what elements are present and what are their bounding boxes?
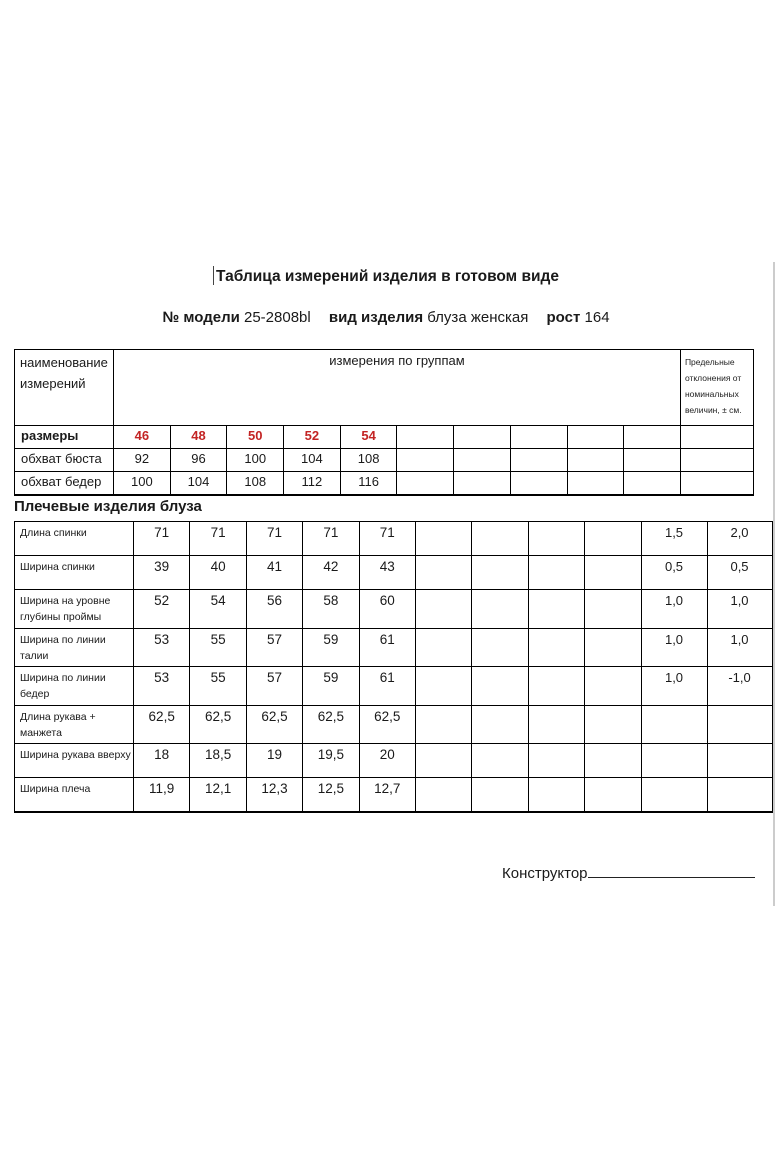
deviation-cell	[707, 778, 772, 812]
empty-value-cell	[415, 590, 471, 629]
value-cell: 57	[246, 628, 302, 667]
empty-value-cell	[585, 556, 641, 590]
row-label: Ширина плеча	[15, 778, 134, 812]
empty-value-cell	[528, 705, 584, 744]
value-cell: 100	[114, 472, 171, 495]
value-cell: 71	[246, 522, 302, 556]
value-cell: 59	[303, 628, 359, 667]
measure-table-row	[15, 778, 773, 812]
row-label: Ширина по линии талии	[15, 628, 134, 667]
value-cell: 71	[134, 522, 190, 556]
product-type-segment	[329, 309, 528, 326]
page-title-text: Таблица измерений изделия в готовом виде	[216, 268, 559, 285]
deviation-cell	[680, 472, 753, 495]
value-cell: 18	[134, 744, 190, 778]
value-cell: 40	[190, 556, 246, 590]
deviation-cell	[680, 449, 753, 472]
empty-value-cell	[567, 426, 624, 449]
product-type-value: блуза женская	[427, 309, 529, 326]
name-column-header: наименование измерений	[15, 350, 114, 426]
groups-column-header: измерения по группам	[114, 350, 681, 426]
empty-value-cell	[415, 778, 471, 812]
size-table-body	[15, 350, 754, 495]
value-cell: 104	[170, 472, 227, 495]
deviation-cell: -1,0	[707, 667, 772, 706]
value-cell: 61	[359, 667, 415, 706]
value-cell: 52	[134, 590, 190, 629]
empty-value-cell	[567, 449, 624, 472]
value-cell: 57	[246, 667, 302, 706]
empty-value-cell	[585, 628, 641, 667]
size-table-row	[15, 449, 754, 472]
value-cell: 12,5	[303, 778, 359, 812]
signature-label: Конструктор	[502, 865, 588, 882]
value-cell: 59	[303, 667, 359, 706]
empty-value-cell	[454, 449, 511, 472]
model-label: № модели	[162, 309, 240, 326]
deviation-cell: 1,0	[641, 590, 707, 629]
deviation-cell	[680, 426, 753, 449]
value-cell: 20	[359, 744, 415, 778]
value-cell: 55	[190, 667, 246, 706]
empty-value-cell	[585, 667, 641, 706]
deviation-cell: 1,0	[707, 590, 772, 629]
value-cell: 42	[303, 556, 359, 590]
row-label: Ширина спинки	[15, 556, 134, 590]
model-segment	[162, 309, 310, 326]
empty-value-cell	[415, 744, 471, 778]
deviation-cell	[641, 778, 707, 812]
deviation-cell	[641, 705, 707, 744]
value-cell: 41	[246, 556, 302, 590]
text-cursor	[213, 266, 214, 285]
value-cell: 71	[303, 522, 359, 556]
value-cell: 50	[227, 426, 284, 449]
row-label: Длина рукава + манжета	[15, 705, 134, 744]
empty-value-cell	[528, 590, 584, 629]
measure-table-row	[15, 705, 773, 744]
value-cell: 62,5	[303, 705, 359, 744]
empty-value-cell	[472, 522, 528, 556]
value-cell: 19	[246, 744, 302, 778]
deviation-column-header: Предельные отклонения от номинальных величин, ± см.	[680, 350, 753, 426]
empty-value-cell	[585, 522, 641, 556]
empty-value-cell	[415, 628, 471, 667]
measure-table-row	[15, 628, 773, 667]
empty-value-cell	[528, 778, 584, 812]
signature-line	[588, 862, 755, 878]
page-edge-line	[773, 262, 775, 906]
measure-table-row	[15, 522, 773, 556]
value-cell: 56	[246, 590, 302, 629]
value-cell: 58	[303, 590, 359, 629]
signature-block	[502, 862, 755, 882]
model-value: 25-2808bl	[244, 309, 311, 326]
height-segment	[547, 309, 610, 326]
empty-value-cell	[472, 628, 528, 667]
deviation-cell: 1,5	[641, 522, 707, 556]
value-cell: 19,5	[303, 744, 359, 778]
product-type-label: вид изделия	[328, 309, 424, 326]
model-line	[0, 309, 772, 326]
empty-value-cell	[454, 426, 511, 449]
value-cell: 96	[170, 449, 227, 472]
value-cell: 43	[359, 556, 415, 590]
empty-value-cell	[472, 667, 528, 706]
value-cell: 55	[190, 628, 246, 667]
empty-value-cell	[397, 449, 454, 472]
value-cell: 48	[170, 426, 227, 449]
value-cell: 12,3	[246, 778, 302, 812]
empty-value-cell	[567, 472, 624, 495]
value-cell: 100	[227, 449, 284, 472]
deviation-cell	[707, 705, 772, 744]
value-cell: 39	[134, 556, 190, 590]
empty-value-cell	[510, 472, 567, 495]
empty-value-cell	[415, 522, 471, 556]
empty-value-cell	[472, 590, 528, 629]
row-label: размеры	[15, 426, 114, 449]
empty-value-cell	[528, 628, 584, 667]
value-cell: 12,1	[190, 778, 246, 812]
value-cell: 62,5	[134, 705, 190, 744]
measure-table	[14, 521, 773, 813]
row-label: Ширина на уровне глубины проймы	[15, 590, 134, 629]
empty-value-cell	[528, 744, 584, 778]
deviation-cell: 0,5	[641, 556, 707, 590]
value-cell: 12,7	[359, 778, 415, 812]
deviation-cell: 1,0	[641, 628, 707, 667]
deviation-cell: 0,5	[707, 556, 772, 590]
measure-table-body	[15, 522, 773, 812]
empty-value-cell	[510, 449, 567, 472]
value-cell: 53	[134, 628, 190, 667]
empty-value-cell	[415, 705, 471, 744]
page-title	[0, 266, 772, 286]
empty-value-cell	[624, 472, 681, 495]
row-label: обхват бюста	[15, 449, 114, 472]
empty-value-cell	[472, 778, 528, 812]
deviation-cell: 1,0	[641, 667, 707, 706]
value-cell: 116	[340, 472, 397, 495]
empty-value-cell	[585, 778, 641, 812]
empty-value-cell	[585, 705, 641, 744]
empty-value-cell	[528, 556, 584, 590]
empty-value-cell	[397, 472, 454, 495]
empty-value-cell	[585, 590, 641, 629]
measure-table-row	[15, 556, 773, 590]
empty-value-cell	[585, 744, 641, 778]
empty-value-cell	[528, 667, 584, 706]
deviation-cell	[707, 744, 772, 778]
value-cell: 53	[134, 667, 190, 706]
row-label: Ширина рукава вверху	[15, 744, 134, 778]
empty-value-cell	[472, 744, 528, 778]
value-cell: 18,5	[190, 744, 246, 778]
empty-value-cell	[454, 472, 511, 495]
value-cell: 71	[190, 522, 246, 556]
size-table-header-row	[15, 350, 754, 426]
value-cell: 54	[340, 426, 397, 449]
section-heading: Плечевые изделия блуза	[14, 498, 202, 515]
empty-value-cell	[472, 556, 528, 590]
value-cell: 108	[227, 472, 284, 495]
height-value: 164	[584, 309, 610, 326]
empty-value-cell	[510, 426, 567, 449]
empty-value-cell	[528, 522, 584, 556]
row-label: обхват бедер	[15, 472, 114, 495]
measure-table-row	[15, 667, 773, 706]
value-cell: 112	[284, 472, 341, 495]
measure-table-row	[15, 744, 773, 778]
empty-value-cell	[397, 426, 454, 449]
value-cell: 62,5	[359, 705, 415, 744]
row-label: Ширина по линии бедер	[15, 667, 134, 706]
empty-value-cell	[624, 449, 681, 472]
value-cell: 71	[359, 522, 415, 556]
row-label: Длина спинки	[15, 522, 134, 556]
value-cell: 108	[340, 449, 397, 472]
value-cell: 92	[114, 449, 171, 472]
value-cell: 61	[359, 628, 415, 667]
deviation-cell: 2,0	[707, 522, 772, 556]
size-table	[14, 349, 754, 496]
measure-table-row	[15, 590, 773, 629]
deviation-cell: 1,0	[707, 628, 772, 667]
empty-value-cell	[624, 426, 681, 449]
value-cell: 62,5	[190, 705, 246, 744]
value-cell: 104	[284, 449, 341, 472]
empty-value-cell	[472, 705, 528, 744]
value-cell: 11,9	[134, 778, 190, 812]
empty-value-cell	[415, 667, 471, 706]
deviation-cell	[641, 744, 707, 778]
empty-value-cell	[415, 556, 471, 590]
height-label: рост	[546, 309, 581, 326]
value-cell: 52	[284, 426, 341, 449]
value-cell: 54	[190, 590, 246, 629]
size-table-row	[15, 472, 754, 495]
sizes-row	[15, 426, 754, 449]
value-cell: 62,5	[246, 705, 302, 744]
value-cell: 46	[114, 426, 171, 449]
value-cell: 60	[359, 590, 415, 629]
